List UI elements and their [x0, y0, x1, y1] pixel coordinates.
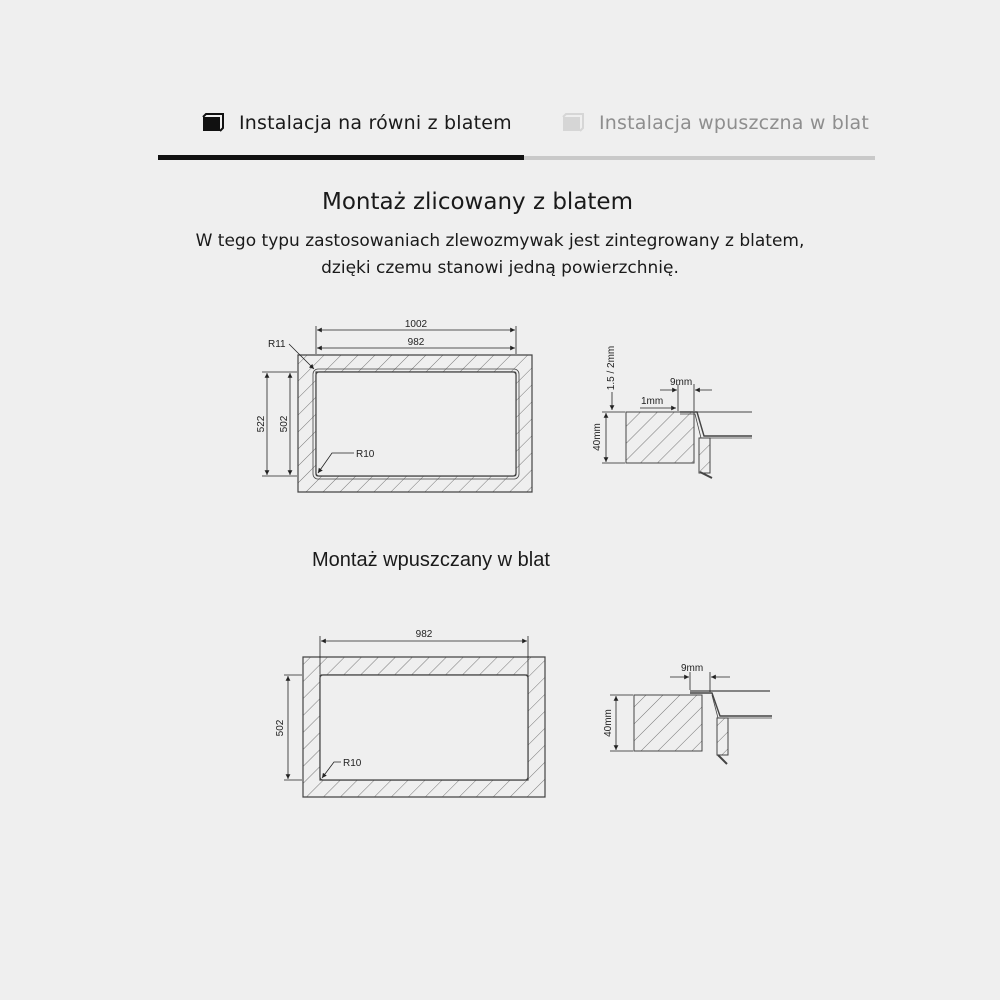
countertop-section-flush	[626, 412, 694, 463]
dim-width-inset: 982	[415, 629, 433, 640]
sink-bowl-flush	[316, 372, 516, 476]
inset-top-view	[275, 629, 545, 797]
flush-section-view	[592, 346, 752, 478]
countertop-section-inset	[634, 695, 702, 751]
tab-label: Instalacja na równi z blatem	[239, 112, 512, 134]
description-line-2: dzięki czemu stanowi jedną powierzchnię.	[321, 258, 679, 278]
dim-outer-height: 522	[256, 415, 267, 433]
section-title-flush: Montaż zlicowany z blatem	[321, 189, 633, 215]
dim-outer-width: 1002	[404, 319, 428, 330]
section-thickness-inset: 40mm	[603, 709, 614, 737]
radius-inner-inset: R10	[343, 758, 362, 769]
section-lip-inset: 9mm	[681, 663, 704, 674]
radius-outer-label: R11	[268, 339, 286, 350]
dim-inner-width: 982	[407, 337, 425, 348]
inset-section-view	[603, 663, 772, 764]
description-line-1: W tego typu zastosowaniach zlewozmywak jest zintegrowany z blatem,	[195, 231, 805, 251]
section-gap-flush: 1mm	[641, 396, 664, 407]
section-step-flush: 1.5 / 2mm	[606, 345, 617, 391]
section-title-inset: Montaż wpuszczany w blat	[312, 549, 550, 571]
dim-inner-height: 502	[279, 415, 290, 433]
dim-height-inset: 502	[275, 719, 286, 737]
mounting-clip-flush	[699, 438, 710, 473]
section-lip-flush: 9mm	[670, 377, 693, 388]
tab-label: Instalacja wpuszczna w blat	[599, 112, 870, 134]
section-thickness-flush: 40mm	[592, 423, 603, 451]
mounting-clip-inset	[717, 718, 728, 755]
flush-top-view	[256, 319, 532, 492]
radius-inner-label: R10	[356, 449, 375, 460]
